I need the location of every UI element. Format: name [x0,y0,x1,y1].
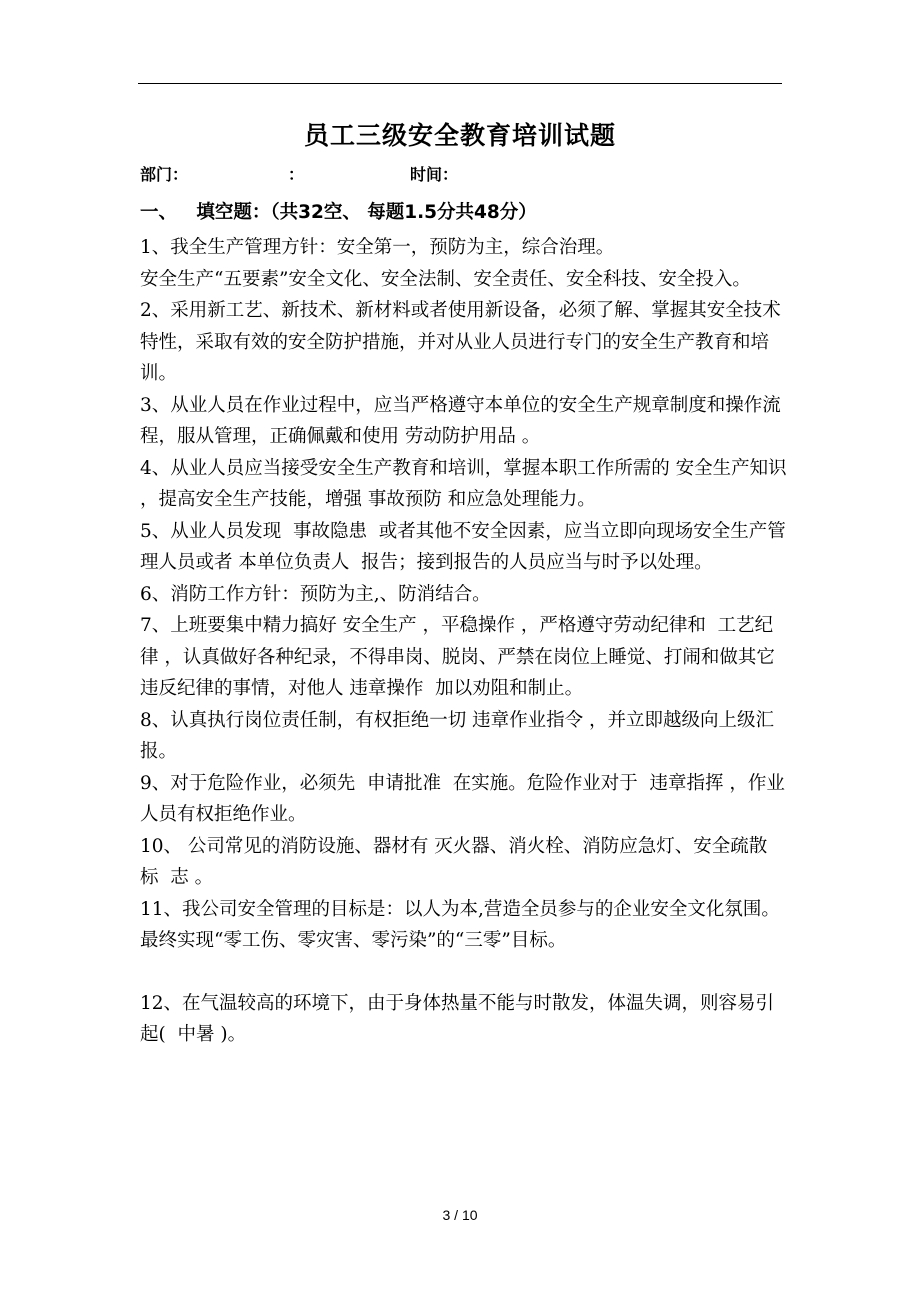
header-rule [138,83,782,84]
question-item: 安全生产“五要素”安全文化、安全法制、安全责任、安全科技、安全投入。 [140,268,751,290]
question-item: 10、 公司常见的消防设施、器材有 灭火器、消火栓、消防应急灯、安全疏散 标 志 。 [140,835,774,888]
question-item: 11、我公司安全管理的目标是：以人为本,营造全员参与的企业安全文化氛围。最终实现“零工伤、零灾害、零污染”的“三零”目标。 [140,898,780,951]
question-item: 9、对于危险作业，必须先 申请批准 在实施。危险作业对于 违章指挥 ，作业人员有权拒绝作业。 [140,772,785,825]
section-heading-fill-in-blank: 一、 填空题：（共32空、 每题1.5分共48分） [140,202,537,223]
document-title: 员工三级安全教育培训试题 [303,121,616,150]
question-item: 2、采用新工艺、新技术、新材料或者使用新设备，必须了解、掌握其安全技术特性，采取有效的安全防护措施，并对从业人员进行专门的安全生产教育和培训。 [140,300,781,384]
question-item: 7、上班要集中精力搞好 安全生产 ，平稳操作 ，严格遵守劳动纪律和 工艺纪律 ，认真做好各种纪录，不得串岗、脱岗、严禁在岗位上睡觉、打闹和做其它违反纪律的事情，对他人 违章操作 加以劝阻和制止。 [140,615,775,699]
question-item: 4、从业人员应当接受安全生产教育和培训，掌握本职工作所需的 安全生产知识 ，提高安全生产技能，增强 事故预防 和应急处理能力。 [140,457,793,510]
question-item: 5、从业人员发现 事故隐患 或者其他不安全因素，应当立即向现场安全生产管理人员或者 本单位负责人 报告；接到报告的人员应当与时予以处理。 [140,520,786,573]
page-number: 3 / 10 [442,1207,478,1223]
time-label: 时间： [410,165,459,184]
question-item: 8、认真执行岗位责任制，有权拒绝一切 违章作业指令 ，并立即越级向上级汇报。 [140,709,775,762]
question-list [140,232,793,1051]
question-item: 6、消防工作方针：预防为主,、防消结合。 [140,583,491,605]
name-label-colon: ： [288,165,305,184]
question-item: 12、在气温较高的环境下，由于身体热量不能与时散发，体温失调，则容易引起( 中暑 )。 [140,992,775,1045]
question-item: 1、我全生产管理方针：安全第一，预防为主，综合治理。 [140,237,615,258]
question-item: 3、从业人员在作业过程中，应当严格遵守本单位的安全生产规章制度和操作流程，服从管理，正确佩戴和使用 劳动防护用品 。 [140,394,781,447]
department-label: 部门： [140,165,189,184]
